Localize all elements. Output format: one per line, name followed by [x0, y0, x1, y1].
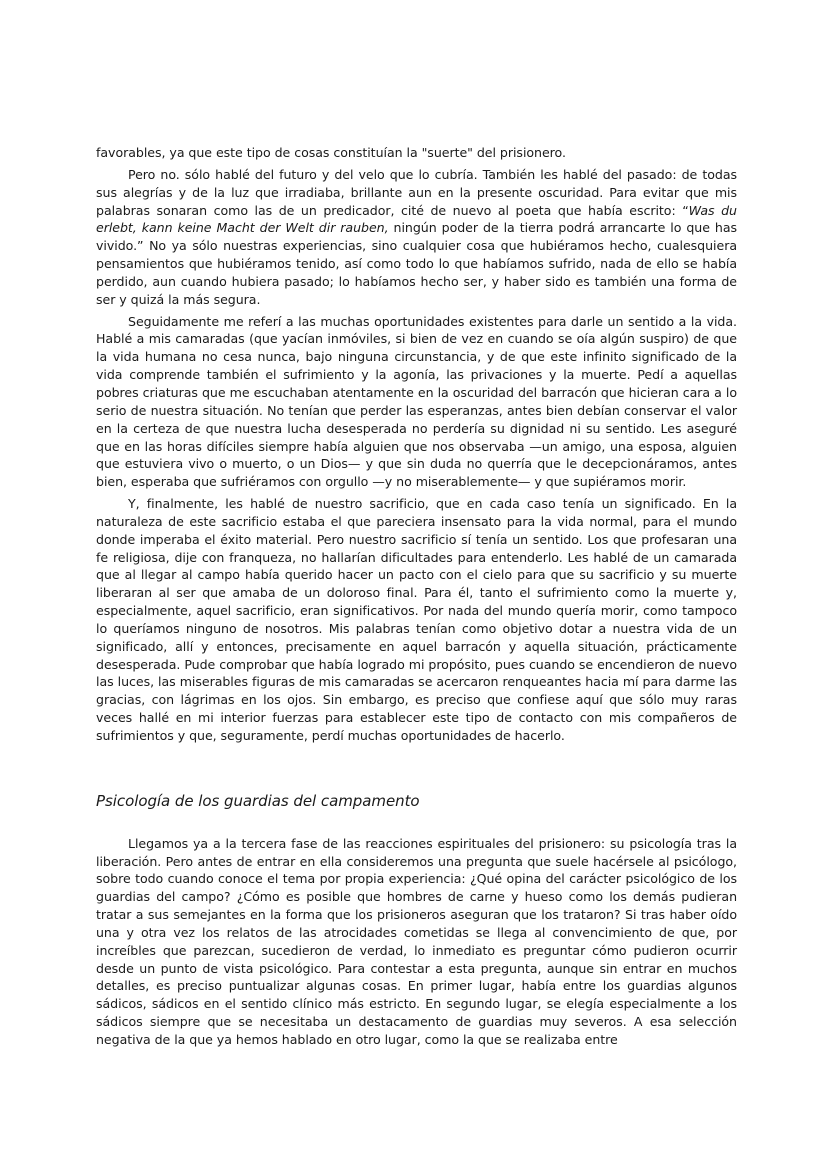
paragraph-guards-psychology: Llegamos ya a la tercera fase de las reacciones espirituales del prisionero: su psicología tras la liberación. Pero antes de entrar en ella consideremos una pregunta que suele hacérsele al psicólogo, sobre todo cuando conoce el tema por propia experiencia: ¿Qué opina del carácter psicológico de los guardias del campo? ¿Cómo es posible que hombres de carne y hueso como los demás pudieran tratar a sus semejantes en la forma que los prisioneros aseguran que los trataron? Si tras haber oído una y otra vez los relatos de las atrocidades cometidas se llega al convencimiento de que, por increíbles que parezcan, sucedieron de verdad, lo inmediato es preguntar cómo pudieron ocurrir desde un punto de vista psicológico. Para contestar a esta pregunta, aunque sin entrar en muchos detalles, es preciso puntualizar algunas cosas. En primer lugar, había entre los guardias algunos sádicos, sádicos en el sentido clínico más estricto. En segundo lugar, se elegía especialmente a los sádicos siempre que se necesitaba un destacamento de guardias muy severos. A esa selección negativa de la que ya hemos hablado en otro lugar, como la que se realizaba entre	[96, 835, 737, 1047]
paragraph-text: ningún poder de la tierra podrá arrancarte lo que has vivido.” No ya sólo nuestras experiencias, sino cualquier cosa que hubiéramos hecho, cualesquiera pensamientos que hubiéramos tenido, así como todo lo que habíamos sufrido, nada de ello se había perdido, aun cuando hubiera pasado; lo habíamos hecho ser, y haber sido es también una forma de ser y quizá la más segura.	[96, 220, 738, 307]
paragraph-text: Pero no. sólo hablé del futuro y del velo que lo cubría. También les hablé del pasado: de todas sus alegrías y de la luz que irradiaba, brillante aun en la presente oscuridad. Para evitar que mis palabras sonaran como las de un predicador, cité de nuevo al poeta que había escrito: “	[96, 166, 737, 218]
paragraph-past	[96, 166, 737, 309]
paragraph-continuation: favorables, ya que este tipo de cosas constituían la "suerte" del prisionero.	[96, 145, 566, 160]
german-quote: Was du erlebt, kann keine Macht der Welt dir rauben,	[96, 202, 737, 236]
paragraph-meaning-of-life: Seguidamente me referí a las muchas oportunidades existentes para darle un sentido a la vida. Hablé a mis camaradas (que yacían inmóviles, si bien de vez en cuando se oía algún suspiro) de que la vida humana no cesa nunca, bajo ninguna circunstancia, y de que este infinito significado de la vida comprende también el sufrimiento y la agonía, las privaciones y la muerte. Pedí a aquellas pobres criaturas que me escuchaban atentamente en la oscuridad del barracón que hicieran cara a lo serio de nuestra situación. No tenían que perder las esperanzas, antes bien debían conservar el valor en la certeza de que nuestra lucha desesperada no perdería su dignidad ni su sentido. Les aseguré que en las horas difíciles siempre había alguien que nos observaba —un amigo, una esposa, alguien que estuviera vivo o muerto, o un Dios— y que sin duda no querría que le decepcionáramos, antes bien, esperaba que sufriéramos con orgullo —y no miserablemente— y que supiéramos morir.	[96, 313, 737, 490]
section-heading: Psicología de los guardias del campamento	[96, 791, 420, 810]
paragraph-sacrifice: Y, finalmente, les hablé de nuestro sacrificio, que en cada caso tenía un significado. En la naturaleza de este sacrificio estaba el que pareciera insensato para la vida normal, para el mundo donde imperaba el éxito material. Pero nuestro sacrificio sí tenía un sentido. Los que profesaran una fe religiosa, dije con franqueza, no hallarían dificultades para entenderlo. Les hablé de un camarada que al llegar al campo había querido hacer un pacto con el cielo para que su sacrificio y su muerte liberaran al ser que amaba de un doloroso final. Para él, tanto el sufrimiento como la muerte y, especialmente, aquel sacrificio, eran significativos. Por nada del mundo quería morir, como tampoco lo queríamos ninguno de nosotros. Mis palabras tenían como objetivo dotar a nuestra vida de un significado, allí y entonces, precisamente en aquel barracón y aquella situación, prácticamente desesperada. Pude comprobar que había logrado mi propósito, pues cuando se encendieron de nuevo las luces, las miserables figuras de mis camaradas se acercaron renqueantes hacia mí para darme las gracias, con lágrimas en los ojos. Sin embargo, es preciso que confiese aquí que sólo muy raras veces hallé en mi interior fuerzas para establecer este tipo de contacto con mis compañeros de sufrimientos y que, seguramente, perdí muchas oportunidades de hacerlo.	[96, 496, 737, 743]
document-page	[96, 144, 737, 1053]
